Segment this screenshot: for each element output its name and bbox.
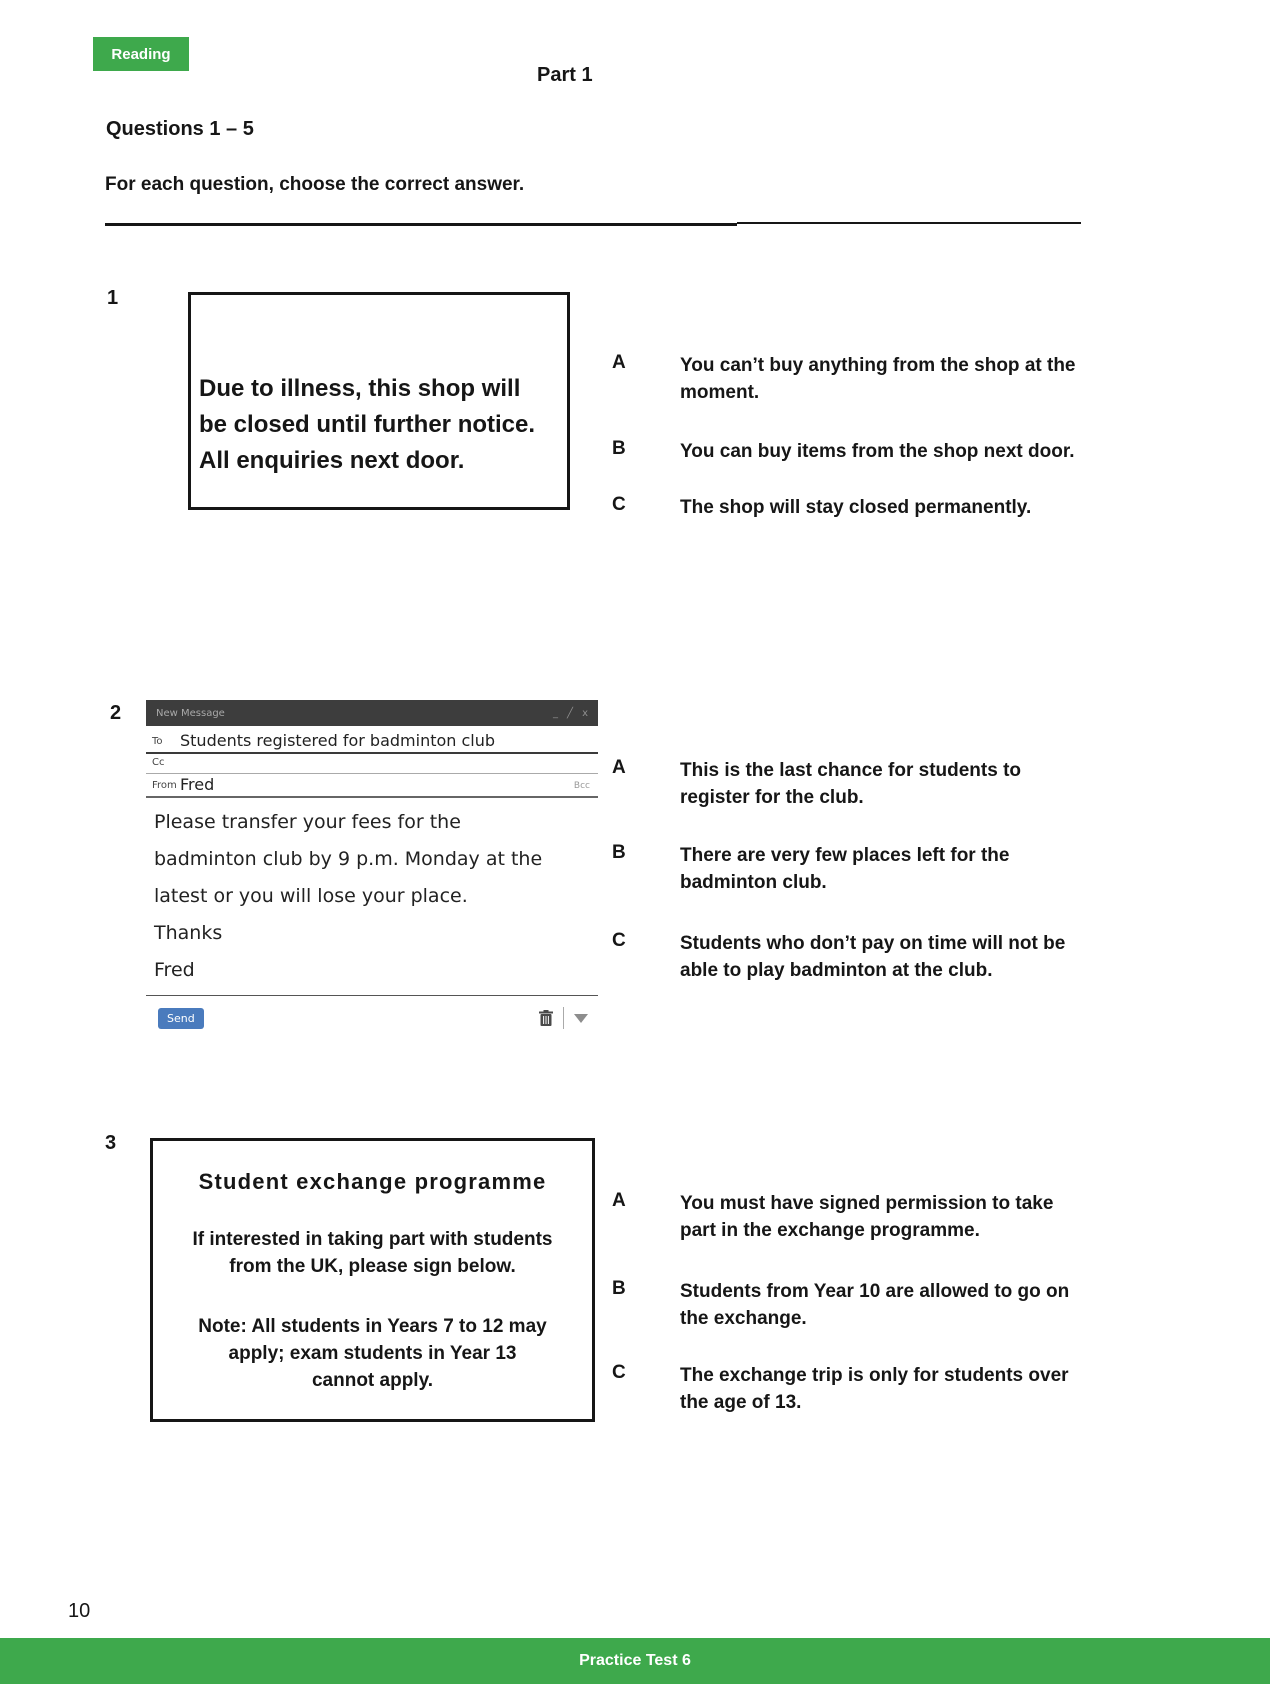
footer-label: Practice Test 6 (579, 1652, 691, 1669)
q1-option-a (612, 352, 1076, 406)
question-1-number: 1 (107, 287, 119, 309)
option-text: Students from Year 10 are allowed to go on the exchange. (680, 1281, 1070, 1329)
email-window (146, 700, 598, 1040)
divider-line (105, 223, 737, 226)
questions-range-title: Questions 1 – 5 (106, 118, 254, 140)
cc-field[interactable] (146, 754, 598, 774)
q2-option-c (612, 930, 1065, 984)
question-3-number: 3 (105, 1132, 117, 1154)
option-letter: A (612, 757, 626, 778)
q1-notice-box (188, 292, 570, 510)
q1-option-b (612, 438, 1074, 465)
part-title: Part 1 (537, 64, 593, 86)
email-action-bar (146, 995, 598, 1040)
trash-icon[interactable] (539, 1010, 553, 1027)
to-value: Students registered for badminton club (180, 731, 496, 750)
instruction-text: For each question, choose the correct answer. (105, 174, 525, 195)
option-letter: C (612, 1362, 626, 1383)
minimize-icon[interactable]: _ (553, 707, 559, 719)
section-badge-label: Reading (111, 45, 171, 63)
option-letter: A (612, 352, 626, 373)
option-text: Students who don’t pay on time will not be able to play badminton at the club. (680, 933, 1066, 981)
email-body-line: badminton club by 9 p.m. Monday at the (154, 848, 543, 870)
q2-option-a (612, 757, 1021, 811)
option-letter: A (612, 1190, 626, 1211)
option-letter: B (612, 1278, 626, 1299)
email-body-line: Fred (154, 959, 195, 981)
from-label: From (152, 780, 177, 791)
option-text: The shop will stay closed permanently. (680, 497, 1032, 518)
q3-option-b (612, 1278, 1069, 1332)
option-letter: C (612, 494, 626, 515)
option-letter: C (612, 930, 626, 951)
section-badge (93, 37, 189, 71)
email-body[interactable] (146, 798, 598, 989)
notice-line: All enquiries next door. (199, 447, 465, 474)
from-field[interactable] (146, 774, 598, 798)
cc-label: Cc (152, 757, 165, 768)
question-2-number: 2 (110, 702, 122, 724)
email-body-line: Please transfer your fees for the (154, 811, 461, 833)
option-text: You can’t buy anything from the shop at the moment. (680, 355, 1076, 403)
send-button[interactable]: Send (158, 1008, 204, 1029)
q3-option-a (612, 1190, 1053, 1244)
email-body-line: latest or you will lose your place. (154, 885, 468, 907)
q2-option-b (612, 842, 1009, 896)
bcc-label[interactable]: Bcc (573, 781, 590, 791)
option-text: This is the last chance for students to register for the club. (680, 760, 1022, 808)
window-title: New Message (156, 707, 225, 719)
q3-box-paragraph: If interested in taking part with students from the UK, please sign below. (192, 1229, 553, 1277)
option-text: You can buy items from the shop next door. (680, 441, 1075, 462)
option-text: There are very few places left for the badminton club. (680, 845, 1010, 893)
page-number: 10 (68, 1600, 91, 1622)
footer-bar (0, 1638, 1270, 1684)
popout-icon[interactable]: ╱ (567, 707, 574, 719)
from-value: Fred (180, 775, 215, 794)
email-body-line: Thanks (154, 922, 223, 944)
q3-option-c (612, 1362, 1069, 1416)
chevron-down-icon[interactable] (574, 1014, 588, 1023)
q3-notice-box (150, 1138, 595, 1422)
divider-line (737, 222, 1081, 224)
email-action-icons (539, 1007, 588, 1029)
divider (563, 1007, 564, 1029)
option-letter: B (612, 842, 626, 863)
q1-option-c (612, 494, 1031, 521)
email-titlebar[interactable] (146, 700, 598, 726)
notice-line: Due to illness, this shop will (199, 375, 521, 402)
option-text: The exchange trip is only for students over the age of 13. (680, 1365, 1069, 1413)
option-text: You must have signed permission to take part in the exchange programme. (680, 1193, 1054, 1241)
q3-box-note: Note: All students in Years 7 to 12 may apply; exam students in Year 13 cannot apply. (198, 1316, 547, 1391)
close-icon[interactable]: x (582, 707, 588, 719)
q3-box-title: Student exchange programme (198, 1169, 547, 1194)
window-controls (553, 708, 588, 719)
to-label: To (152, 736, 163, 747)
notice-line: be closed until further notice. (199, 411, 536, 438)
option-letter: B (612, 438, 626, 459)
to-field[interactable] (146, 726, 598, 754)
